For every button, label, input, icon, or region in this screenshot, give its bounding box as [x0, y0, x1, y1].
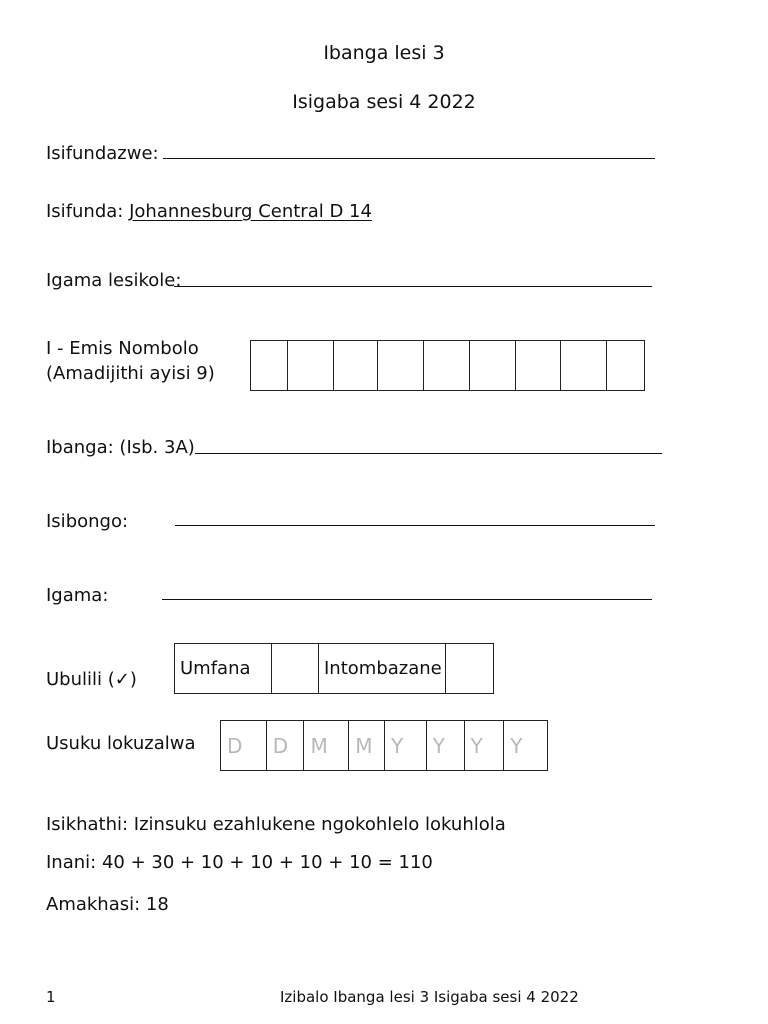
dob-box-year[interactable]: Y [427, 721, 465, 770]
emis-digit-box[interactable] [288, 341, 334, 390]
footer-text: Izibalo Ibanga lesi 3 Isigaba sesi 4 2022 [280, 988, 579, 1006]
pages-info: Amakhasi: 18 [46, 894, 169, 915]
gender-tick-box-boy[interactable] [272, 644, 319, 693]
emis-digit-box[interactable] [251, 341, 288, 390]
gender-option-boy: Umfana [175, 644, 272, 693]
name-input-line[interactable] [162, 599, 652, 600]
dob-box-day[interactable]: D [221, 721, 267, 770]
emis-digit-box[interactable] [561, 341, 607, 390]
district-label-text: Isifunda: [46, 201, 124, 222]
grade-input-line[interactable] [195, 453, 662, 454]
page-number: 1 [46, 988, 56, 1006]
school-name-input-line[interactable] [174, 286, 652, 287]
gender-label: Ubulili (✓) [46, 669, 137, 690]
emis-digit-box[interactable] [334, 341, 379, 390]
gender-boxes [174, 643, 494, 694]
dob-box-month[interactable]: M [304, 721, 349, 770]
dob-box-year[interactable]: Y [465, 721, 505, 770]
emis-label-line1: I - Emis Nombolo [46, 338, 199, 359]
gender-option-girl: Intombazane [319, 644, 446, 693]
time-info: Isikhathi: Izinsuku ezahlukene ngokohlelo lokuhlola [46, 814, 506, 835]
emis-digit-box[interactable] [424, 341, 470, 390]
emis-digit-box[interactable] [378, 341, 424, 390]
surname-input-line[interactable] [175, 525, 655, 526]
emis-number-boxes [250, 340, 645, 391]
dob-boxes [220, 720, 548, 771]
dob-label: Usuku lokuzalwa [46, 733, 196, 754]
emis-label-line2: (Amadijithi ayisi 9) [46, 363, 215, 384]
gender-tick-box-girl[interactable] [446, 644, 493, 693]
grade-label: Ibanga: (Isb. 3A) [46, 437, 195, 458]
emis-digit-box[interactable] [516, 341, 562, 390]
province-input-line[interactable] [163, 158, 655, 159]
emis-digit-box[interactable] [607, 341, 644, 390]
surname-label: Isibongo: [46, 511, 129, 532]
school-name-label: Igama lesikole: [46, 270, 182, 291]
district-value: Johannesburg Central D 14 [129, 201, 372, 222]
dob-box-year[interactable]: Y [510, 733, 523, 758]
dob-box-year[interactable]: Y [385, 721, 427, 770]
dob-box-month[interactable]: M [349, 721, 385, 770]
term-title: Isigaba sesi 4 2022 [292, 91, 476, 113]
district-label [46, 201, 372, 222]
emis-digit-box[interactable] [470, 341, 516, 390]
name-label: Igama: [46, 585, 109, 606]
total-marks-info: Inani: 40 + 30 + 10 + 10 + 10 + 10 = 110 [46, 852, 433, 873]
grade-title: Ibanga lesi 3 [323, 42, 445, 64]
dob-box-day[interactable]: D [267, 721, 305, 770]
province-label: Isifundazwe: [46, 143, 159, 164]
